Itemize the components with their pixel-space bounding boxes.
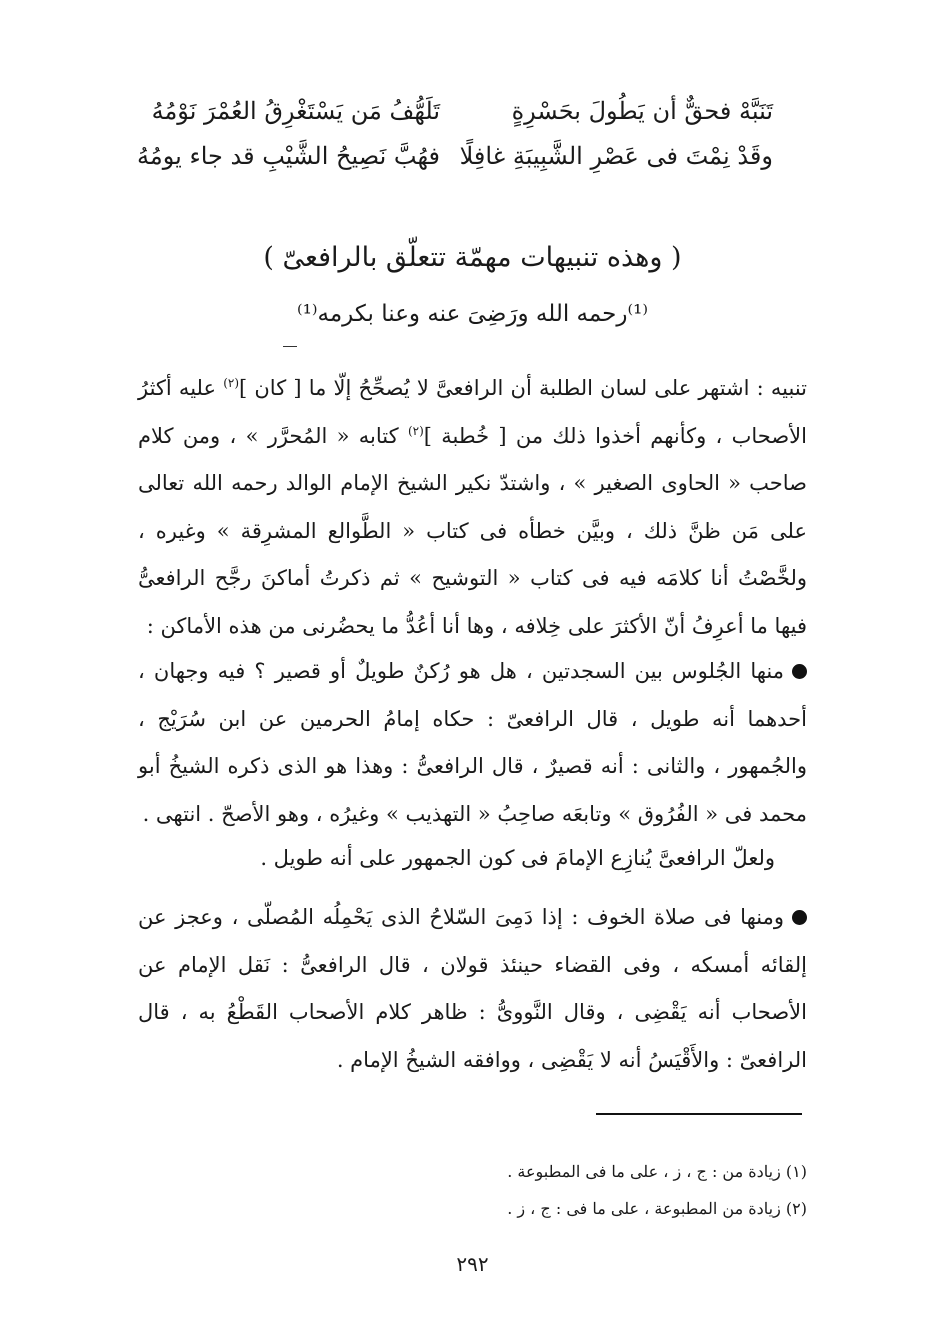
footnote-2: (٢) زيادة من المطبوعة ، على ما فى : ج ، ز . — [507, 1199, 807, 1218]
poem-line1-left: تَلَهُّفُ مَن يَسْتَغْرِقُ العُمْرَ نَوْمُهُ — [151, 97, 440, 125]
paragraph-tanbih — [138, 365, 807, 650]
decorative-mark — [283, 346, 297, 347]
page-number: ٢٩٢ — [456, 1252, 489, 1276]
paragraph-khawf — [138, 894, 807, 1084]
paragraph-remark: ولعلّ الرافعىَّ يُنازِع الإمامَ فى كون الجمهور على أنه طويل . — [260, 846, 775, 870]
footnote-ref-2a: (٢) — [223, 376, 240, 390]
poem-line1-right: تَنَبَّهْ فحقٌّ أن يَطُولَ بحَسْرِةٍ — [511, 97, 773, 125]
section-subheading — [0, 301, 945, 327]
section-heading: ( وهذه تنبيهات مهمّة تتعلّق بالرافعىّ ) — [263, 242, 682, 273]
poem-line2-left: فهُبَّ نَصِيحُ الشَّيْبِ قد جاء يومُهُ — [137, 142, 440, 170]
bullet-icon — [792, 664, 807, 679]
paragraph-julus-text: منها الجُلوس بين السجدتين ، هل هو رُكنٌ طويلٌ أو قصير ؟ فيه وجهان ، أحدهما أنه طويل ، قال الرافعىّ : حكاه إمامُ الحرمين عن ابن سُرَيْج ، والجُمهور ، والثانى : أنه قصيرٌ ، قال الرافعىُّ : وهذا هو الذى ذكره الشيخُ أبو محمد فى « الفُرُوق » وتابعَه صاحِبُ « التهذيب » وغيرُه ، وهو الأصحّ . انتهى . — [138, 659, 807, 826]
footnote-separator — [596, 1113, 802, 1115]
subheading-text: رحمه الله ورَضِىَ عنه وعنا بكرمه — [317, 301, 628, 327]
poem-line2-right: وقَدْ نِمْتَ فى عَصْرِ الشَّبِيبَةِ غافِلًا — [459, 142, 773, 170]
paragraph-julus — [138, 648, 807, 838]
footnote-ref-2b: (٢) — [407, 423, 424, 438]
subheading-note-mark-open: ⁽¹⁾ — [627, 301, 649, 327]
paragraph-tanbih-part-c: كتابه « المُحرَّر » ، ومن كلام صاحب « الحاوى الصغير » ، واشتدّ نكير الشيخ الإمام الوالد رحمه الله تعالى على مَن ظنَّ ذلك ، وبيَّن خطأه فى كتاب « الطَّوالع المشرِقة » وغيره ، ولخَّصْتُ أنا كلامَه فيه فى كتاب « التوشيح » ثم ذكرتُ أماكنَ رجَّح الرافعىُّ فيها ما أعرِفُ أنّ الأكثرَ على خِلافه ، وها أنا أعُدُّ ما يحضُرنى من هذه الأماكن : — [138, 423, 807, 638]
paragraph-tanbih-part-a: تنبيه : اشتهر على لسان الطلبة أن الرافعىَّ لا يُصحِّحُ إلّا ما [ كان ] — [239, 376, 807, 400]
footnote-1: (١) زيادة من : ج ، ز ، على ما فى المطبوعة . — [507, 1162, 807, 1181]
subheading-note-mark-close: ⁽¹⁾ — [296, 301, 318, 327]
paragraph-tanbih-part-b: عليه أكثرُ الأصحاب ، وكأنهم أخذوا ذلك من [ خُطبة ] — [138, 376, 807, 448]
bullet-icon — [792, 910, 807, 925]
paragraph-khawf-text: ومنها فى صلاة الخوف : إذا دَمِىَ السّلاحُ الذى يَحْمِلُه المُصلّى ، وعجز عن إلقائه أمسكه ، وفى القضاء حينئذ قولان ، قال الرافعىُّ : نَقل الإمام عن الأصحاب أنه يَقْضِى ، وقال النَّووىُّ : ظاهر كلام الأصحاب القَطْعُ به ، قال الرافعىّ : والأَقْيَسُ أنه لا يَقْضِى ، ووافقه الشيخُ الإمام . — [138, 905, 807, 1072]
